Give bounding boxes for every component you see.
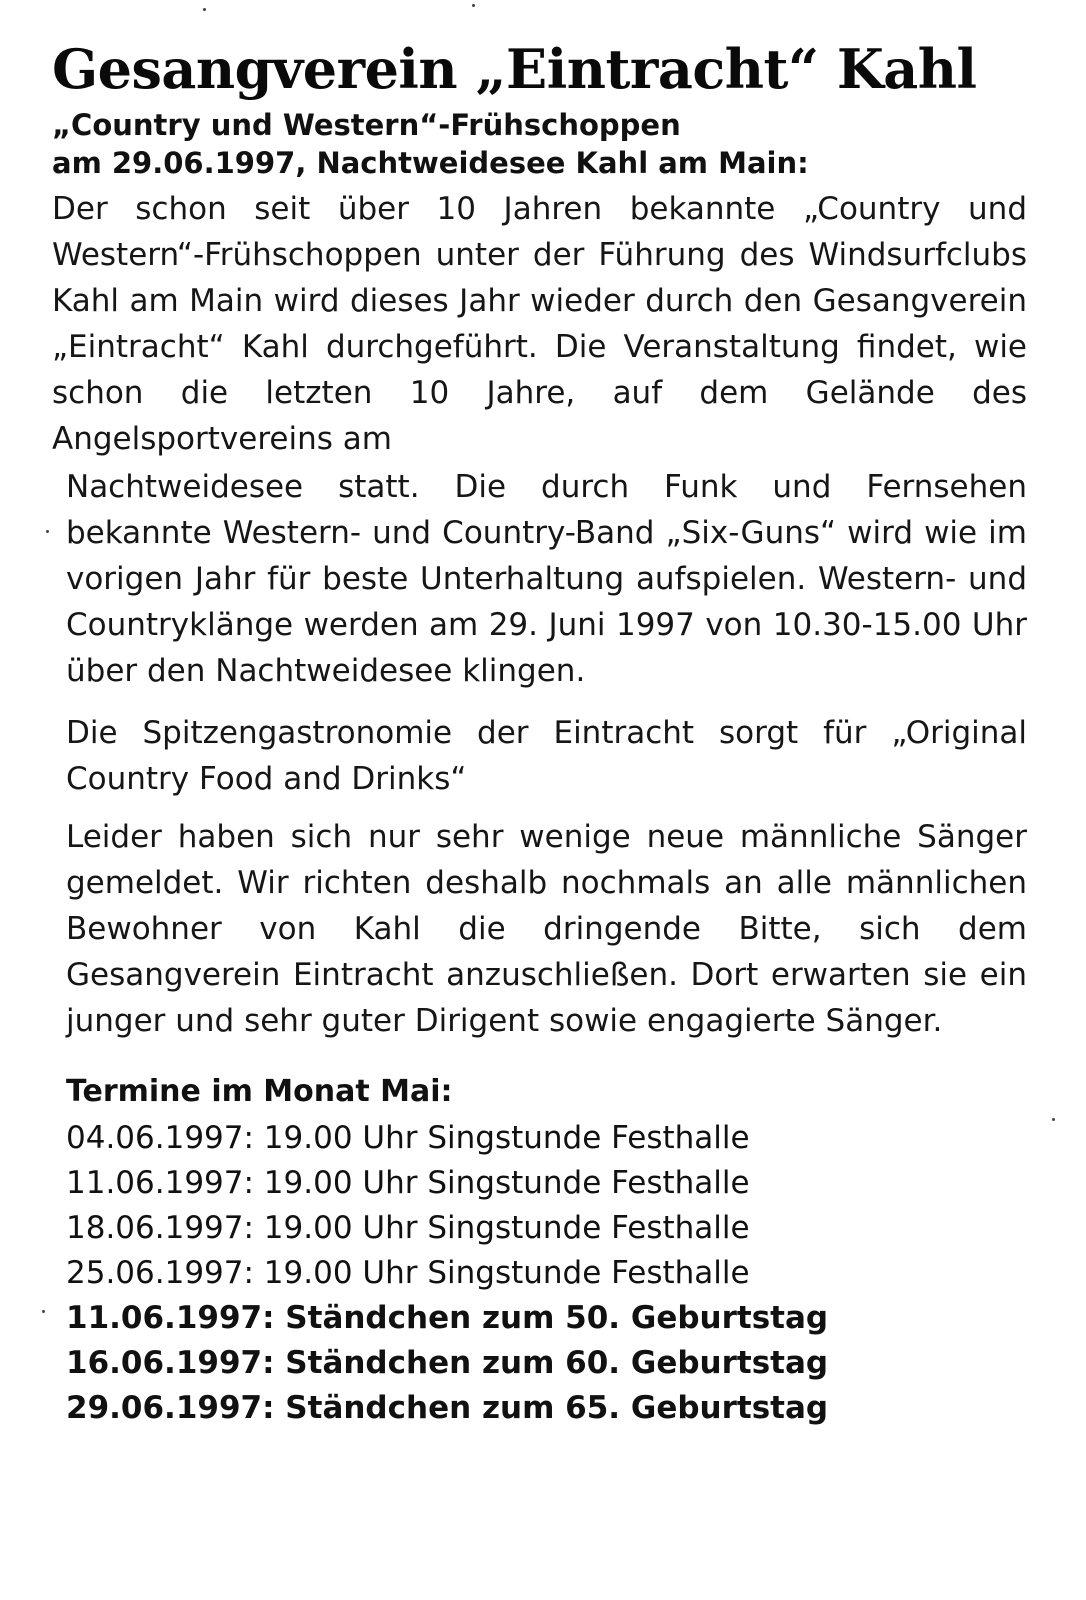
- paragraph-singers: Leider haben sich nur sehr wenige neue männliche Sänger gemeldet. Wir richten deshalb nochmals an alle männlichen Bewohner von Kahl die dringende Bitte, sich dem Gesangverein Eintracht anzuschließen. Dort erwarten sie ein junger und sehr guter Dirigent sowie engagierte Sänger.: [66, 819, 1027, 1039]
- termine-entry: 04.06.1997: 19.00 Uhr Singstunde Festhalle: [66, 1120, 750, 1156]
- termine-entry: 18.06.1997: 19.00 Uhr Singstunde Festhalle: [66, 1210, 750, 1246]
- termine-entry: 25.06.1997: 19.00 Uhr Singstunde Festhalle: [66, 1255, 750, 1291]
- termine-entry-birthday: 29.06.1997: Ständchen zum 65. Geburtstag: [66, 1390, 829, 1426]
- termine-entry-birthday: 16.06.1997: Ständchen zum 60. Geburtstag: [66, 1345, 829, 1381]
- scan-speck: [46, 530, 49, 533]
- scan-speck: [42, 1310, 45, 1313]
- article-subtitle-line2: am 29.06.1997, Nachtweidesee Kahl am Main:: [52, 146, 809, 180]
- termine-list: [66, 1116, 1027, 1431]
- article-subtitle-line1: „Country und Western“-Frühschoppen: [52, 108, 681, 142]
- termine-entry-birthday: 11.06.1997: Ständchen zum 50. Geburtstag: [66, 1300, 829, 1336]
- termine-entry: 11.06.1997: 19.00 Uhr Singstunde Festhalle: [66, 1165, 750, 1201]
- scan-speck: [1052, 1118, 1055, 1121]
- paragraph-band: Nachtweidesee statt. Die durch Funk und Fernsehen bekannte Western- und Country-Band „Six-Guns“ wird wie im vorigen Jahr für beste Unterhaltung aufspielen. Western- und Countryklänge werden am 29. Juni 1997 von 10.30-15.00 Uhr über den Nachtweidesee klingen.: [66, 469, 1027, 689]
- scan-speck: [203, 8, 206, 11]
- article-title: Gesangverein „Eintracht“ Kahl: [52, 37, 977, 101]
- newspaper-clipping: [52, 38, 1027, 1431]
- paragraph-intro: Der schon seit über 10 Jahren bekannte „Country und Western“-Frühschoppen unter der Führung des Windsurfclubs Kahl am Main wird dieses Jahr wieder durch den Gesangverein „Eintracht“ Kahl durchgeführt. Die Veranstaltung findet, wie schon die letzten 10 Jahre, auf dem Gelände des Angelsportvereins am: [52, 191, 1027, 457]
- scan-speck: [472, 4, 475, 7]
- paragraph-gastronomy: Die Spitzengastronomie der Eintracht sorgt für „Original Country Food and Drinks“: [66, 715, 1027, 797]
- termine-heading: Termine im Monat Mai:: [66, 1074, 453, 1109]
